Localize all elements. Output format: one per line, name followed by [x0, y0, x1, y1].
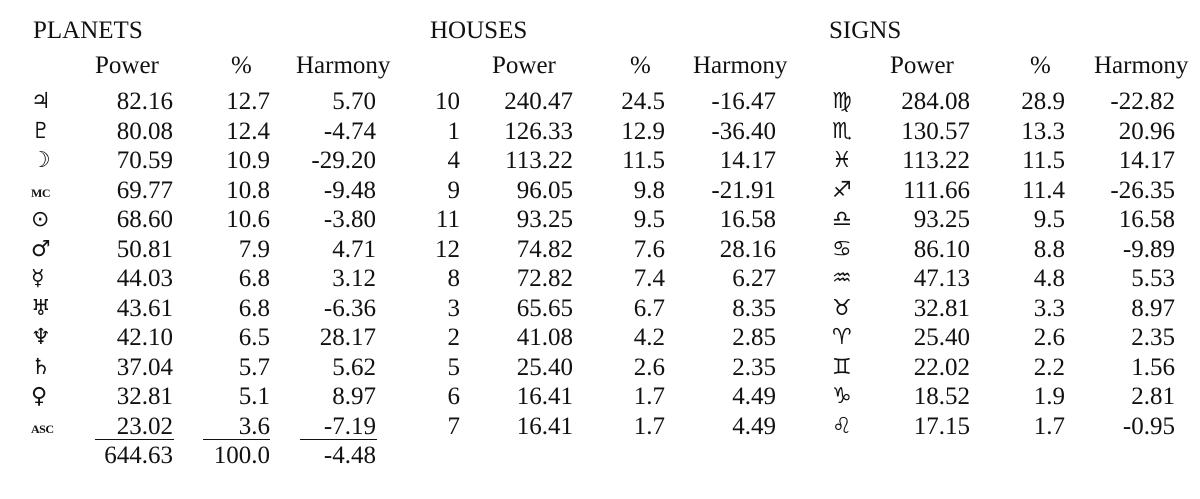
sign-power: 22.02: [913, 353, 970, 381]
planets-sum-rule-harmony: [300, 439, 377, 440]
planet-pct: 10.6: [226, 206, 270, 233]
sign-harmony: -9.89: [1122, 235, 1175, 263]
house-number: 5: [447, 353, 460, 381]
houses-title: HOUSES: [430, 17, 528, 44]
house-harmony: 6.27: [732, 265, 776, 292]
planet-power: 80.08: [116, 117, 173, 145]
houses-header-harmony: Harmony: [693, 52, 788, 79]
zodiac-sign-icon: ♍: [832, 89, 852, 114]
planet-harmony: -6.36: [323, 294, 376, 322]
sign-power: 18.52: [913, 383, 970, 410]
sign-power: 47.13: [913, 265, 970, 292]
house-pct: 7.4: [633, 265, 665, 292]
planet-pct: 7.9: [238, 235, 270, 263]
planet-glyph-icon: ♅: [31, 295, 51, 321]
sign-pct: 9.5: [1033, 206, 1065, 233]
house-pct: 24.5: [621, 88, 665, 115]
planet-glyph-icon: ♀: [31, 384, 48, 409]
planet-harmony: -3.80: [323, 206, 376, 233]
house-number: 12: [435, 235, 460, 263]
house-harmony: -36.40: [711, 117, 776, 145]
planet-power: 50.81: [116, 235, 173, 263]
planet-harmony: -29.20: [311, 147, 376, 174]
planet-pct: 12.4: [226, 117, 270, 145]
house-power: 16.41: [516, 412, 573, 440]
sign-power: 25.40: [913, 324, 970, 351]
house-number: 1: [447, 117, 460, 145]
zodiac-sign-icon: ♓: [832, 148, 852, 173]
sign-pct: 2.6: [1033, 324, 1065, 351]
sign-power: 113.22: [902, 147, 970, 174]
planet-glyph-icon: ♃: [31, 89, 51, 114]
house-harmony: 16.58: [719, 206, 776, 233]
sign-harmony: -22.82: [1110, 88, 1175, 115]
zodiac-sign-icon: ♑: [832, 384, 852, 409]
planet-power: 23.02: [116, 412, 173, 440]
sign-harmony: 16.58: [1118, 206, 1175, 233]
house-pct: 9.8: [633, 176, 665, 204]
sign-pct: 11.5: [1022, 147, 1065, 174]
zodiac-sign-icon: ♌: [832, 413, 852, 439]
house-pct: 7.6: [633, 235, 665, 263]
house-harmony: -21.91: [711, 176, 776, 204]
planet-glyph-icon: MC: [31, 185, 50, 200]
house-pct: 2.6: [633, 353, 665, 381]
zodiac-sign-icon: ♒: [832, 266, 852, 291]
zodiac-sign-icon: ♊: [832, 354, 852, 380]
sign-harmony: 1.56: [1131, 353, 1175, 381]
sign-pct: 1.9: [1033, 383, 1065, 410]
house-power: 93.25: [516, 206, 573, 233]
house-power: 113.22: [505, 147, 573, 174]
sign-power: 32.81: [913, 294, 970, 322]
signs-title: SIGNS: [829, 17, 902, 44]
zodiac-sign-icon: ♋: [832, 236, 852, 262]
planet-glyph-icon: ☽: [31, 148, 51, 173]
planets-total-power: 644.63: [104, 442, 173, 469]
house-harmony: 4.49: [732, 383, 776, 410]
house-number: 11: [435, 206, 460, 233]
planet-pct: 6.8: [238, 265, 270, 292]
sign-harmony: 8.97: [1131, 294, 1175, 322]
planets-total-harmony: -4.48: [323, 442, 376, 469]
house-number: 6: [447, 383, 460, 410]
planet-glyph-icon: ♄: [31, 354, 51, 380]
sign-harmony: -26.35: [1110, 176, 1175, 204]
planet-power: 43.61: [116, 294, 173, 322]
sign-power: 17.15: [913, 412, 970, 440]
planet-harmony: -4.74: [323, 117, 376, 145]
planet-glyph-icon: ASC: [31, 421, 54, 436]
house-power: 74.82: [516, 235, 573, 263]
signs-header-power: Power: [890, 52, 954, 79]
planet-power: 69.77: [116, 176, 173, 204]
sign-harmony: 20.96: [1118, 117, 1175, 145]
zodiac-sign-icon: ♉: [832, 295, 852, 321]
sign-pct: 8.8: [1033, 235, 1065, 263]
house-harmony: 28.16: [719, 235, 776, 263]
zodiac-sign-icon: ♎: [832, 207, 852, 232]
planet-pct: 10.8: [226, 176, 270, 204]
house-number: 10: [435, 88, 460, 115]
sign-pct: 11.4: [1022, 176, 1065, 204]
sign-harmony: 14.17: [1118, 147, 1175, 174]
house-pct: 6.7: [633, 294, 665, 322]
planet-pct: 5.7: [238, 353, 270, 381]
zodiac-sign-icon: ♏: [832, 118, 852, 144]
planet-harmony: 5.70: [332, 88, 376, 115]
planet-pct: 12.7: [226, 88, 270, 115]
houses-header-pct: %: [630, 52, 651, 79]
house-power: 72.82: [516, 265, 573, 292]
sign-pct: 13.3: [1021, 117, 1065, 145]
sign-pct: 2.2: [1033, 353, 1065, 381]
house-power: 240.47: [504, 88, 573, 115]
planet-pct: 5.1: [238, 383, 270, 410]
sign-power: 86.10: [913, 235, 970, 263]
sign-pct: 4.8: [1033, 265, 1065, 292]
house-number: 2: [447, 324, 460, 351]
planets-header-pct: %: [231, 52, 252, 79]
house-number: 7: [447, 412, 460, 440]
sign-pct: 3.3: [1033, 294, 1065, 322]
planet-harmony: 5.62: [332, 353, 376, 381]
planets-sum-rule-power: [95, 439, 174, 440]
planet-power: 37.04: [116, 353, 173, 381]
planets-sum-rule-pct: [203, 439, 270, 440]
houses-header-power: Power: [492, 52, 556, 79]
house-power: 41.08: [516, 324, 573, 351]
sign-pct: 28.9: [1021, 88, 1065, 115]
house-pct: 4.2: [633, 324, 665, 351]
sign-power: 284.08: [901, 88, 970, 115]
sign-harmony: 2.81: [1131, 383, 1175, 410]
planet-harmony: 4.71: [332, 235, 376, 263]
planet-glyph-icon: ☿: [31, 266, 45, 291]
planet-harmony: 28.17: [319, 324, 376, 351]
planet-harmony: -9.48: [323, 176, 376, 204]
planet-power: 42.10: [116, 324, 173, 351]
planet-harmony: -7.19: [323, 412, 376, 440]
house-pct: 1.7: [633, 412, 665, 440]
planet-power: 68.60: [116, 206, 173, 233]
planet-pct: 6.8: [238, 294, 270, 322]
planets-total-pct: 100.0: [213, 442, 270, 469]
planet-harmony: 3.12: [332, 265, 376, 292]
house-power: 65.65: [516, 294, 573, 322]
planet-harmony: 8.97: [332, 383, 376, 410]
house-power: 96.05: [516, 176, 573, 204]
sign-power: 130.57: [901, 117, 970, 145]
sign-harmony: -0.95: [1122, 412, 1175, 440]
signs-header-pct: %: [1030, 52, 1051, 79]
planet-power: 44.03: [116, 265, 173, 292]
house-number: 8: [447, 265, 460, 292]
signs-header-harmony: Harmony: [1094, 52, 1189, 79]
sign-power: 93.25: [913, 206, 970, 233]
zodiac-sign-icon: ♈: [832, 325, 852, 350]
house-number: 3: [447, 294, 460, 322]
house-number: 9: [447, 176, 460, 204]
planets-header-power: Power: [95, 52, 159, 79]
house-pct: 1.7: [633, 383, 665, 410]
house-pct: 11.5: [622, 147, 665, 174]
planet-power: 70.59: [116, 147, 173, 174]
house-harmony: 14.17: [719, 147, 776, 174]
planet-pct: 3.6: [238, 412, 270, 440]
house-harmony: 2.85: [732, 324, 776, 351]
house-power: 16.41: [516, 383, 573, 410]
sign-pct: 1.7: [1033, 412, 1065, 440]
planets-header-harmony: Harmony: [296, 52, 391, 79]
house-harmony: 8.35: [732, 294, 776, 322]
planet-glyph-icon: ♇: [31, 118, 51, 144]
planet-pct: 10.9: [226, 147, 270, 174]
house-harmony: 4.49: [732, 412, 776, 440]
zodiac-sign-icon: ♐: [832, 177, 852, 203]
planet-glyph-icon: ♆: [31, 325, 51, 350]
planet-glyph-icon: ♂: [31, 236, 51, 262]
planet-pct: 6.5: [238, 324, 270, 351]
house-harmony: 2.35: [732, 353, 776, 381]
house-power: 126.33: [504, 117, 573, 145]
sign-power: 111.66: [903, 176, 970, 204]
planet-glyph-icon: ⊙: [31, 207, 50, 232]
sign-harmony: 5.53: [1131, 265, 1175, 292]
planets-title: PLANETS: [33, 17, 143, 44]
house-pct: 12.9: [621, 117, 665, 145]
house-pct: 9.5: [633, 206, 665, 233]
planet-power: 32.81: [116, 383, 173, 410]
planet-power: 82.16: [116, 88, 173, 115]
house-harmony: -16.47: [711, 88, 776, 115]
house-number: 4: [447, 147, 460, 174]
house-power: 25.40: [516, 353, 573, 381]
sign-harmony: 2.35: [1131, 324, 1175, 351]
